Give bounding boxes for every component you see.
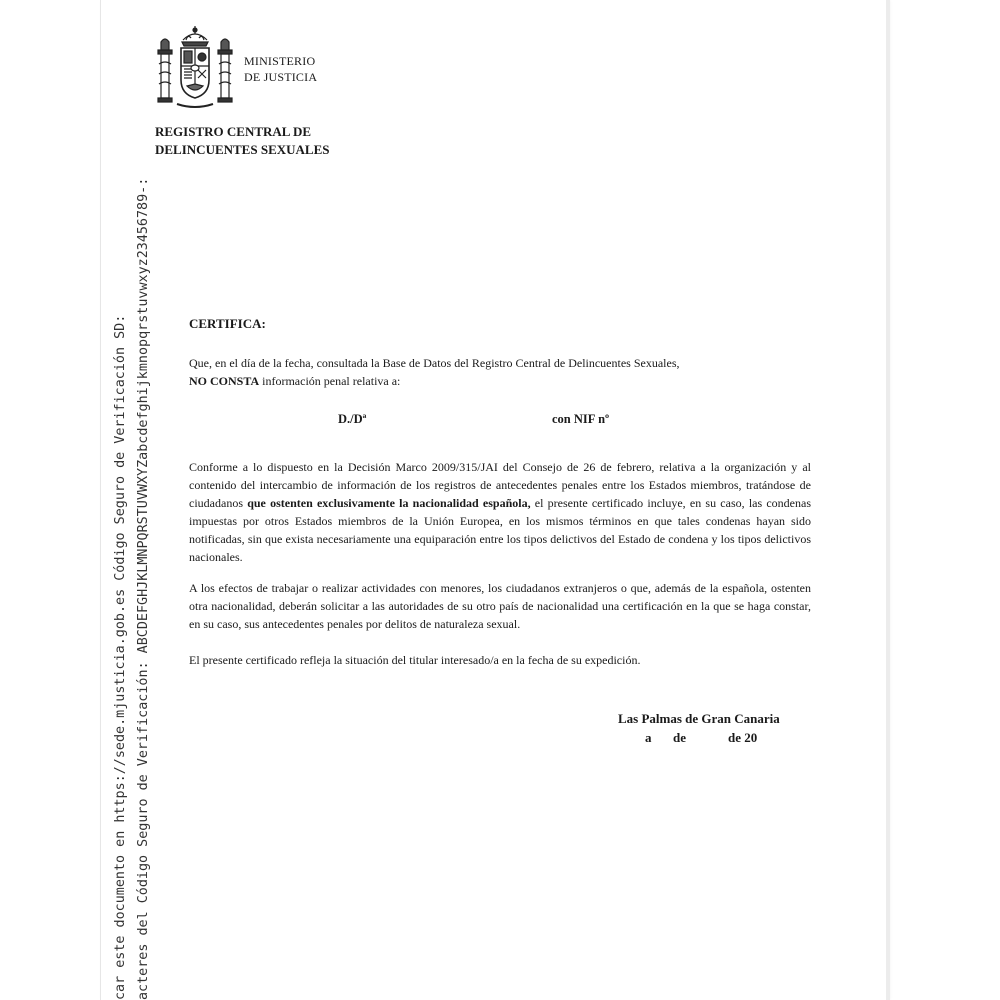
no-consta-label: NO CONSTA bbox=[189, 374, 260, 388]
date-a: a bbox=[645, 730, 652, 745]
certifica-heading: CERTIFICA: bbox=[189, 316, 266, 331]
signature-block bbox=[618, 709, 780, 747]
ministry-line-1: MINISTERIO bbox=[244, 54, 316, 68]
page-edge bbox=[886, 0, 890, 1000]
ministry-line-2: DE JUSTICIA bbox=[244, 70, 318, 84]
p1-text: Que, en el día de la fecha, consultada la Base de Datos del Registro Central de Delincuentes Sexuales, bbox=[189, 356, 680, 370]
date-de-2: de 20 bbox=[728, 730, 758, 745]
nif-label: con NIF nº bbox=[552, 412, 610, 426]
paragraph-decision-marco bbox=[189, 458, 811, 566]
date-de-1: de bbox=[673, 730, 686, 745]
registry-line-2: DELINCUENTES SEXUALES bbox=[155, 142, 330, 157]
paragraph-situacion: El presente certificado refleja la situación del titular interesado/a en la fecha de su expedición. bbox=[189, 653, 641, 667]
ministry-name bbox=[244, 53, 317, 85]
verification-code-text: acteres del Código Seguro de Verificación: ABCDEFGHJKLMNPQRSTUVWXYZabcdefghijkmnopqrstuvwxyz23456789-: bbox=[136, 177, 151, 1000]
date-row bbox=[618, 728, 780, 747]
p2-part2: el presente certificado incluye, en su caso, las condenas impuestas por otros Estados miembros de la Unión Europea, en los mismos términos en que tales condenas hayan sido notificadas, sin que exista necesariamente una equiparación entre los tipos delictivos del Estado de condena y los tipos delictivos nacionales. bbox=[189, 496, 812, 564]
verification-url-text: car este documento en https://sede.mjusticia.gob.es Código Seguro de Verificación SD: bbox=[113, 314, 128, 1000]
registry-line-1: REGISTRO CENTRAL DE bbox=[155, 124, 312, 139]
registry-title bbox=[155, 123, 329, 159]
subject-label: D./Dª bbox=[338, 412, 367, 426]
p2-bold: que ostenten exclusivamente la nacionalidad española, bbox=[247, 496, 531, 510]
p1-rest: información penal relativa a: bbox=[259, 374, 401, 388]
spain-coat-of-arms-icon bbox=[155, 24, 235, 110]
place-name: Las Palmas de Gran Canaria bbox=[618, 711, 780, 726]
p2-part1: Conforme a lo dispuesto en la Decisión Marco 2009/315/JAI del Consejo de 26 de febrero, relativa a la organización y al contenido del intercambio de información de los registros de antecedentes penales entre los Estados miembros, tratándose de ciudadanos bbox=[189, 460, 811, 510]
paragraph-consulta bbox=[189, 354, 811, 390]
paragraph-extranjeros: A los efectos de trabajar o realizar actividades con menores, los ciudadanos extranjeros o que, además de la española, ostenten otra nacionalidad, deberán solicitar a las autoridades de su otro país de nacionalidad una certificación en la que se haga constar, en su caso, sus antecedentes penales por delitos de naturaleza sexual. bbox=[189, 581, 811, 631]
